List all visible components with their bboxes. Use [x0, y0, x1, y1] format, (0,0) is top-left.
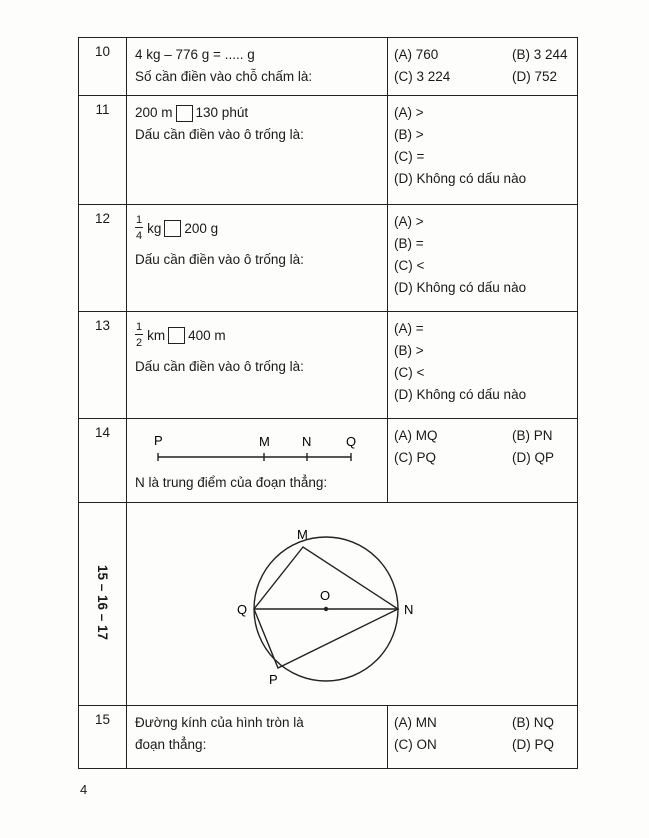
quiz-table [78, 37, 578, 769]
option-d: (D) Không có dấu nào [394, 387, 527, 402]
question-number: 13 [79, 312, 127, 419]
fraction-numerator: 1 [136, 321, 143, 333]
question-row-11 [79, 96, 578, 205]
question-row-12 [79, 205, 578, 312]
left-value: 200 m [135, 105, 173, 120]
option-d: (D) PQ [512, 737, 554, 752]
question-prompt: Dấu cần điền vào ô trống là: [135, 252, 304, 267]
option-c: (C) 3 224 [394, 69, 451, 84]
question-prompt: đoạn thẳng: [135, 737, 207, 752]
fraction-denominator: 2 [136, 337, 143, 349]
option-d: (D) QP [512, 450, 554, 465]
option-a: (A) 760 [394, 47, 439, 62]
circle-figure [127, 503, 577, 703]
blank-box [176, 105, 193, 122]
left-unit: km [147, 327, 166, 343]
option-d: (D) 752 [512, 69, 558, 84]
question-row-13 [79, 312, 578, 419]
question-row-10 [79, 38, 578, 96]
point-n-label: N [404, 602, 414, 617]
option-c: (C) ON [394, 737, 437, 752]
option-b: (B) PN [512, 428, 553, 443]
question-number: 15 [79, 706, 127, 769]
center-o-label: O [320, 588, 331, 603]
option-c: (C) < [394, 258, 425, 273]
option-b: (B) > [394, 343, 424, 358]
question-text: Đường kính của hình tròn là [135, 715, 304, 730]
question-number: 12 [79, 205, 127, 312]
blank-box [164, 220, 181, 237]
blank-box [168, 327, 185, 344]
point-m-label: M [297, 527, 308, 542]
segment-figure [135, 419, 363, 469]
question-prompt: Dấu cần điền vào ô trống là: [135, 127, 304, 142]
option-b: (B) NQ [512, 715, 554, 730]
question-prompt: Dấu cần điền vào ô trống là: [135, 359, 304, 374]
option-a: (A) > [394, 105, 424, 120]
option-a: (A) > [394, 214, 424, 229]
fraction-denominator: 4 [136, 230, 143, 242]
right-value: 200 g [184, 220, 219, 236]
question-number: 14 [79, 419, 127, 503]
fraction [135, 320, 143, 350]
option-a: (A) MQ [394, 428, 438, 443]
question-text: 4 kg – 776 g = ..... g [135, 47, 255, 62]
option-c: (C) PQ [394, 450, 436, 465]
point-p-label: P [269, 672, 278, 687]
point-p-label: P [154, 433, 163, 448]
option-a: (A) = [394, 321, 424, 336]
option-b: (B) = [394, 236, 424, 251]
question-prompt: Số cần điền vào chỗ chấm là: [135, 69, 313, 84]
option-d: (D) Không có dấu nào [394, 280, 527, 295]
fraction [135, 213, 143, 243]
point-q-label: Q [237, 602, 248, 617]
right-value: 400 m [188, 327, 226, 343]
question-number: 11 [79, 96, 127, 205]
point-q-label: Q [346, 434, 357, 449]
option-c: (C) = [394, 149, 425, 164]
left-unit: kg [147, 220, 162, 236]
point-m-label: M [259, 434, 270, 449]
option-c: (C) < [394, 365, 425, 380]
page-number: 4 [80, 782, 88, 797]
figure-row-15-17 [79, 503, 578, 706]
point-n-label: N [302, 434, 312, 449]
right-value: 130 phút [195, 105, 249, 120]
option-b: (B) > [394, 127, 424, 142]
option-d: (D) Không có dấu nào [394, 171, 527, 186]
fraction-numerator: 1 [136, 214, 143, 226]
question-row-14 [79, 419, 578, 503]
question-number: 10 [79, 38, 127, 96]
option-a: (A) MN [394, 715, 437, 730]
question-prompt: N là trung điểm của đoạn thẳng: [135, 475, 328, 490]
question-row-15 [79, 706, 578, 769]
option-b: (B) 3 244 [512, 47, 568, 62]
question-range: 15 – 16 – 17 [95, 565, 110, 641]
